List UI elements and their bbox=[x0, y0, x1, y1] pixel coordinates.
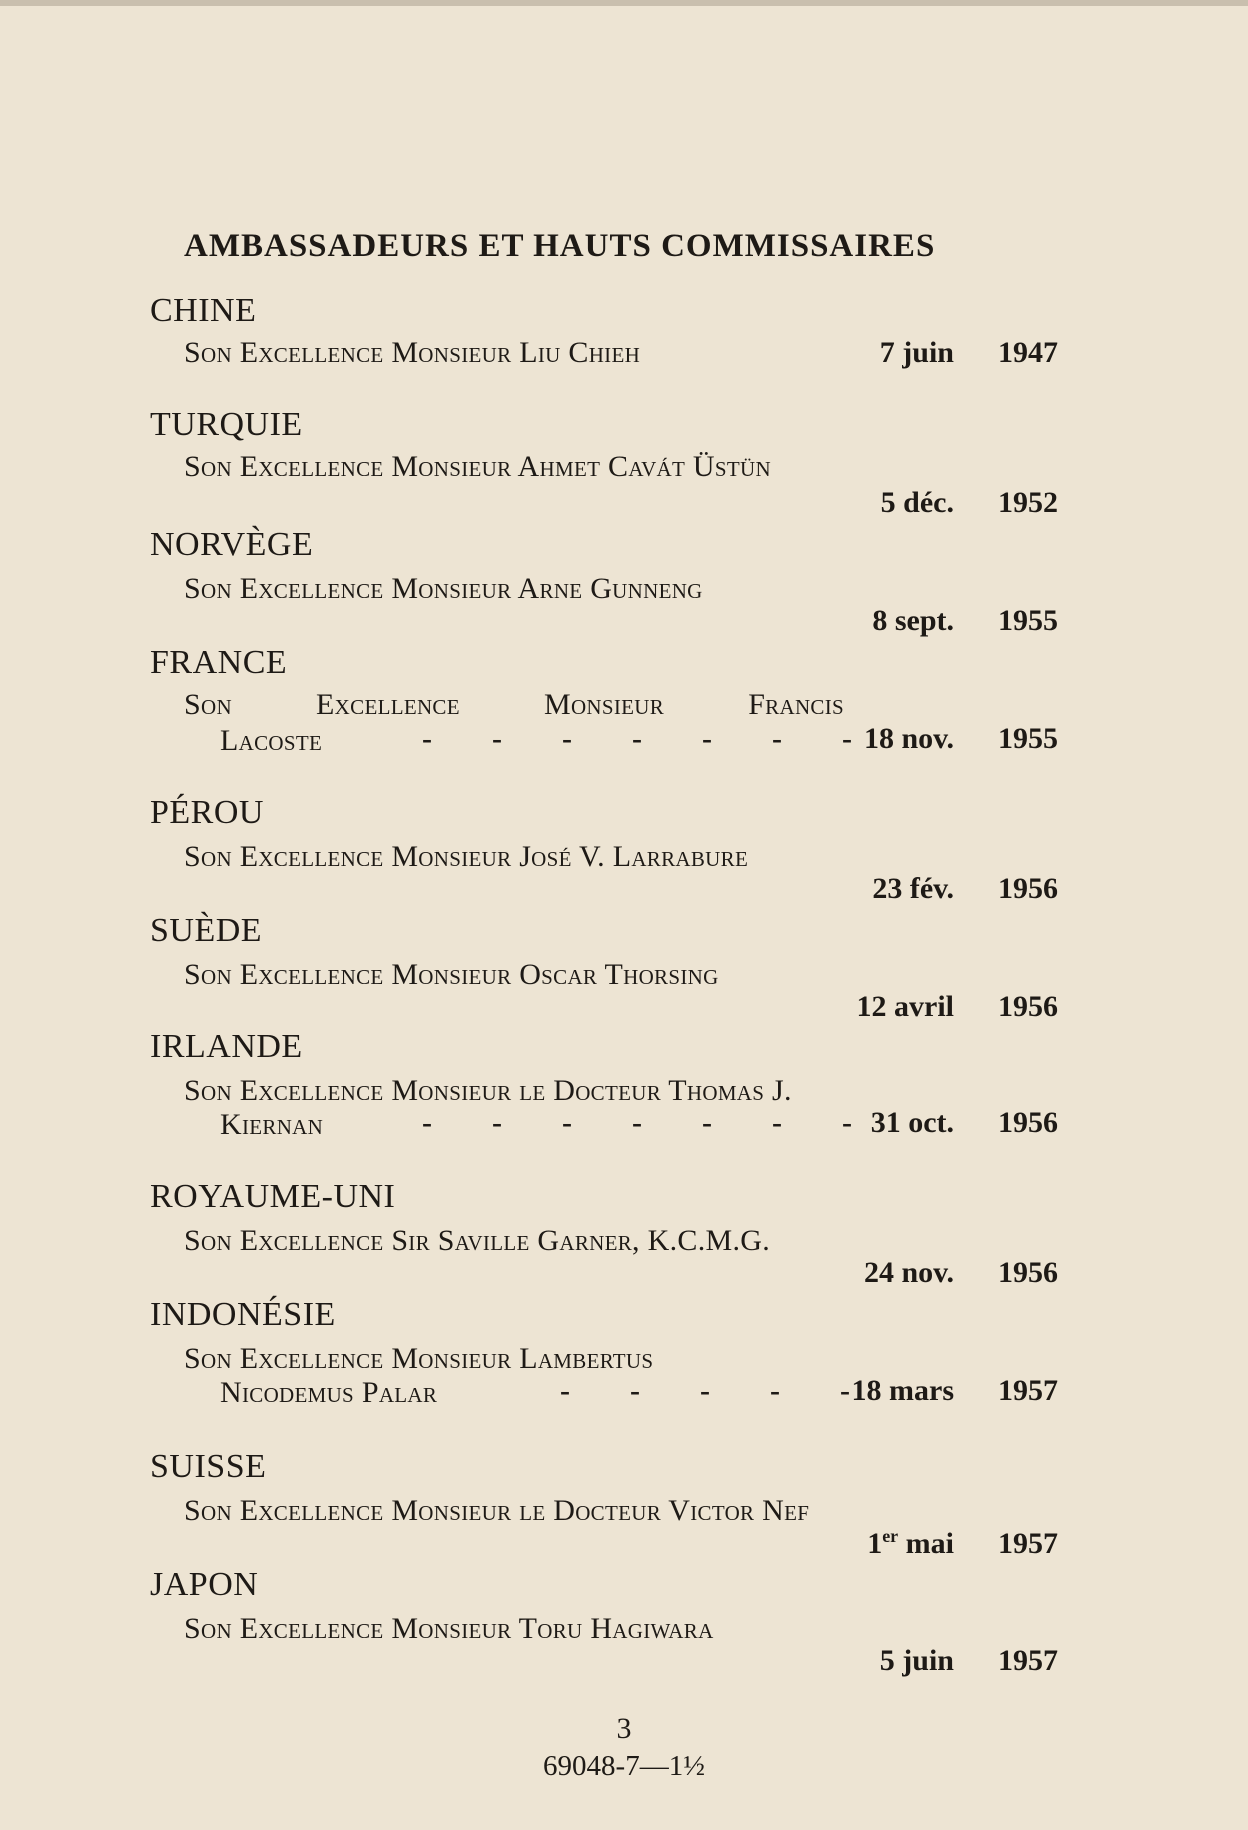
country-heading: ROYAUME-UNI bbox=[150, 1178, 396, 1215]
accreditation-date: 5 déc. 1952 bbox=[880, 486, 1058, 519]
ambassador-name-continued: Nicodemus Palar bbox=[220, 1376, 438, 1409]
accreditation-date: 7 juin 1947 bbox=[879, 336, 1058, 369]
ambassador-name: Son Excellence Monsieur Francis bbox=[184, 688, 844, 721]
country-heading: TURQUIE bbox=[150, 406, 303, 443]
accreditation-date: 18 mars 1957 bbox=[851, 1374, 1058, 1407]
accreditation-date: 23 fév. 1956 bbox=[872, 872, 1058, 905]
country-heading: JAPON bbox=[150, 1566, 259, 1603]
ambassador-name: Son Excellence Sir Saville Garner, K.C.M.G. bbox=[184, 1224, 771, 1257]
accreditation-date: 5 juin 1957 bbox=[879, 1644, 1058, 1677]
ambassador-name: Son Excellence Monsieur Arne Gunneng bbox=[184, 572, 703, 605]
accreditation-date: 31 oct. 1956 bbox=[870, 1106, 1058, 1139]
ambassador-name: Son Excellence Monsieur José V. Larrabure bbox=[184, 840, 749, 873]
accreditation-date: 18 nov. 1955 bbox=[863, 722, 1058, 755]
ambassador-name: Son Excellence Monsieur Toru Hagiwara bbox=[184, 1612, 714, 1645]
page-title: AMBASSADEURS ET HAUTS COMMISSAIRES bbox=[184, 228, 936, 264]
dot-leaders: - - - - - - - bbox=[422, 1106, 852, 1139]
ambassador-name-continued: Lacoste bbox=[220, 724, 323, 757]
ambassador-name: Son Excellence Monsieur Ahmet Caváт Üstün bbox=[184, 450, 771, 483]
accreditation-date: 12 avril 1956 bbox=[856, 990, 1058, 1023]
country-heading: FRANCE bbox=[150, 644, 288, 681]
accreditation-date: 1er mai 1957 bbox=[867, 1526, 1058, 1560]
page-top-edge bbox=[0, 0, 1248, 6]
country-heading: SUÈDE bbox=[150, 912, 263, 949]
country-heading: INDONÉSIE bbox=[150, 1296, 336, 1333]
ambassador-name-continued: Kiernan bbox=[220, 1108, 324, 1141]
page-number: 3 bbox=[616, 1712, 632, 1745]
ambassador-name: Son Excellence Monsieur le Docteur Victor Nef bbox=[184, 1494, 810, 1527]
country-heading: CHINE bbox=[150, 292, 257, 329]
country-heading: IRLANDE bbox=[150, 1028, 303, 1065]
country-heading: NORVÈGE bbox=[150, 526, 314, 563]
ambassador-name: Son Excellence Monsieur Oscar Thorsing bbox=[184, 958, 719, 991]
ambassador-name: Son Excellence Monsieur Lambertus bbox=[184, 1342, 654, 1375]
country-heading: PÉROU bbox=[150, 794, 264, 831]
country-heading: SUISSE bbox=[150, 1448, 267, 1485]
accreditation-date: 24 nov. 1956 bbox=[863, 1256, 1058, 1289]
ambassador-name: Son Excellence Monsieur Liu Chieh bbox=[184, 336, 641, 369]
ambassador-name: Son Excellence Monsieur le Docteur Thomas J. bbox=[184, 1074, 792, 1107]
dot-leaders: - - - - - - - bbox=[422, 722, 852, 755]
dot-leaders: - - - - - bbox=[560, 1374, 850, 1407]
print-code: 69048-7—1½ bbox=[543, 1750, 705, 1782]
accreditation-date: 8 sept. 1955 bbox=[872, 604, 1058, 637]
